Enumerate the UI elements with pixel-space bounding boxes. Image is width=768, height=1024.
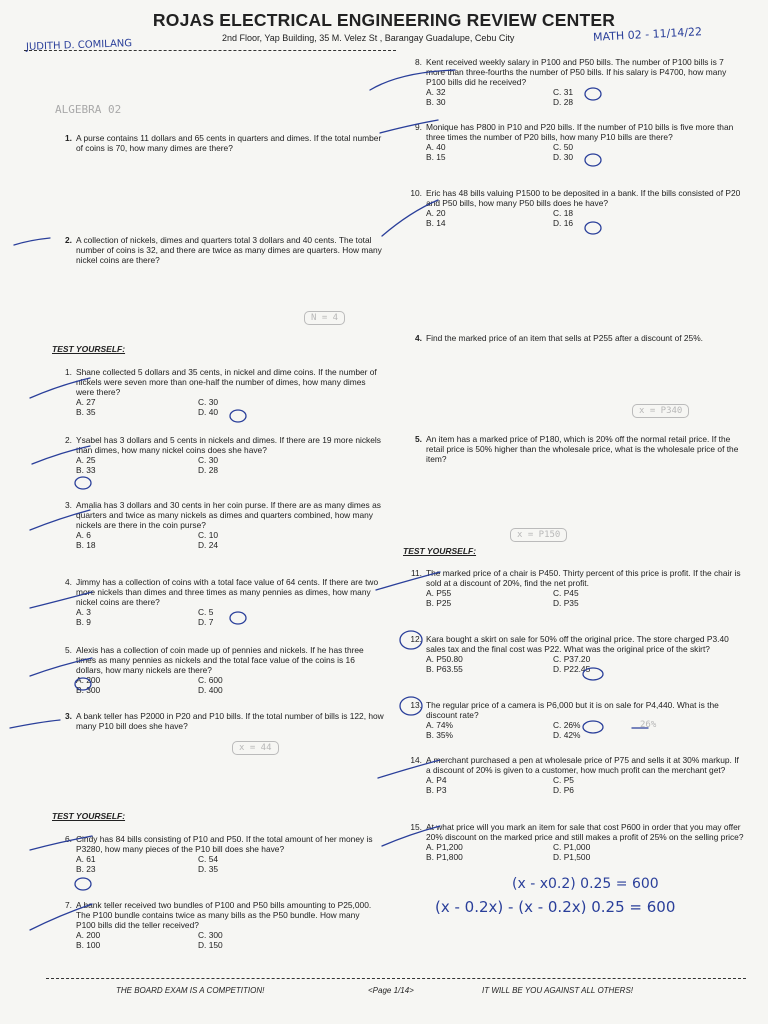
question-block-left-7: 5. Alexis has a collection of coin made up of pennies and nickels. If he has three times as many pennies as nickels and the total face value of the coins is 16 dollars, how many nickels are there? A. 200 C. 600 B. 300 D. 400 bbox=[65, 645, 364, 695]
test-yourself-heading-2: TEST YOURSELF: bbox=[52, 811, 126, 821]
question-block-right-10: 15. At what price will you mark an item for sale that cost P600 in order that you may offer 20% discount on the marked price and still makes a profit of 25% on the selling price? A. P1,200 C. P1,000 B. P1,800 D. P1,500 bbox=[410, 822, 744, 862]
question-block-right-9: 14. A merchant purchased a pen at wholesale price of P75 and sells it at 30% markup. If a discount of 20% is given to a customer, how much profit can the merchant get? A. P4 C. P5 B. P3 D. P6 bbox=[410, 755, 739, 795]
question-block-right-4: 4. Find the marked price of an item that sells at P255 after a discount of 25%. bbox=[415, 333, 703, 343]
question-block-left-9: 6. Cindy has 84 bills consisting of P10 and P50. If the total amount of her money is P3280, how many pieces of the P10 bill does she have? A. 61 C. 54 B. 23 D. 35 bbox=[65, 834, 373, 874]
question-block-right-7: 12. Kara bought a skirt on sale for 50% off the original price. The store charged P3.40 sales tax and the final cost was P22. What was the original price of the skirt? A. P50.80 C. P37.20 B. P63.55 D. P22.45 bbox=[410, 634, 729, 674]
question-block-left-10: 7. A bank teller received two bundles of P100 and P50 bills amounting to P25,000. The P100 bundle contains twice as many bills as the P50 bundle. How many P100 bills did the teller received? A. 200 C. 300 B. 100 D. 150 bbox=[65, 900, 372, 950]
question-block-right-8: 13. The regular price of a camera is P6,000 but it is on sale for P4,440. What is the discount rate? A. 74% C. 26% B. 35% D. 42% bbox=[410, 700, 719, 740]
ink-circle-left-9-b bbox=[75, 878, 91, 890]
question-block-left-5: 3. Amalia has 3 dollars and 30 cents in her coin purse. If there are as many dimes as quarters and twice as many nickels as dimes and quarters combined, how many nickels are there in the coin purse? A. 6 C. 10 B. 18 D. 24 bbox=[65, 500, 381, 550]
question-block-left-2: 2. A collection of nickels, dimes and quarters total 3 dollars and 40 cents. The total number of coins is 32, and there are twice as many dimes are quarters. How many nickel coins are there? bbox=[65, 235, 382, 265]
footer-divider bbox=[46, 978, 746, 979]
question-block-left-6: 4. Jimmy has a collection of coins with a total face value of 64 cents. If there are two more nickels than dimes and three times as many pennies as dimes, how many nickel coins are there? A. 3 C. 5 B. 9 D. 7 bbox=[65, 577, 379, 627]
center-address: 2nd Floor, Yap Building, 35 M. Velez St , Barangay Guadalupe, Cebu City bbox=[222, 33, 515, 43]
ink-stroke-left-9 bbox=[14, 238, 50, 245]
pencil-answer-box-right-2: x = P150 bbox=[510, 528, 567, 542]
handwritten-name: JUDITH D. COMILANG bbox=[25, 38, 133, 53]
question-block-right-5: 5. An item has a marked price of P180, which is 20% off the normal retail price. If the retail price is 50% higher than the wholesale price, what is the wholesale price of the item? bbox=[415, 434, 739, 464]
question-block-right-1: 8. Kent received weekly salary in P100 and P50 bills. The number of P100 bills is 7 more than three-fourths the number of P50 bills. If his salary is P4700, how many P100 bills did he received? A. 32 C. 31 B. 30 D. 28 bbox=[415, 57, 727, 107]
handwritten-equation-1: (x - x0.2) 0.25 = 600 bbox=[512, 876, 659, 892]
question-block-left-3: 1. Shane collected 5 dollars and 35 cents, in nickel and dime coins. If the number of nickels were seven more than one-half the number of dimes, how many dimes were there? A. 27 C. 30 B. 35 D. 40 bbox=[65, 367, 377, 417]
handwritten-equation-2: (x - 0.2x) - (x - 0.2x) 0.25 = 600 bbox=[435, 898, 676, 916]
question-block-left-1: 1. A purse contains 11 dollars and 65 cents in quarters and dimes. If the total number of coins is 70, how many dimes are there? bbox=[65, 133, 382, 153]
ink-stroke-left-8 bbox=[10, 720, 60, 728]
question-block-left-8: 3. A bank teller has P2000 in P20 and P10 bills. If the total number of bills is 122, how many P10 bill does she have? bbox=[65, 711, 384, 731]
handwritten-subject: MATH 02 - 11/14/22 bbox=[592, 25, 703, 44]
footer-left-motto: THE BOARD EXAM IS A COMPETITION! bbox=[116, 986, 265, 995]
question-block-left-4: 2. Ysabel has 3 dollars and 5 cents in nickels and dimes. If there are 19 more nickels than dimes, how many nickel coins does she have? A. 25 C. 30 B. 33 D. 28 bbox=[65, 435, 381, 475]
test-yourself-heading-1: TEST YOURSELF: bbox=[52, 344, 126, 354]
pencil-answer-box-left: x = 44 bbox=[232, 741, 279, 755]
center-title: ROJAS ELECTRICAL ENGINEERING REVIEW CENTER bbox=[152, 10, 616, 30]
question-block-right-3: 10. Eric has 48 bills valuing P1500 to be deposited in a bank. If the bills consisted of P20 and P50 bills, how many P50 bills does he have? A. 20 C. 18 B. 14 D. 16 bbox=[410, 188, 741, 228]
question-block-right-6: 11. The marked price of a chair is P450. Thirty percent of this price is profit. If the chair is sold at a discount of 20%, find the net profit. A. P55 C. P45 B. P25 D. P35 bbox=[410, 568, 741, 608]
footer-page-number: <Page 1/14> bbox=[368, 986, 414, 995]
footer-right-motto: IT WILL BE YOU AGAINST ALL OTHERS! bbox=[482, 986, 634, 995]
ink-circle-left-2-b bbox=[75, 477, 91, 489]
handwritten-topic: ALGEBRA 02 bbox=[55, 103, 122, 116]
pencil-note-q13: 26% bbox=[640, 720, 657, 730]
question-block-right-2: 9. Monique has P800 in P10 and P20 bills. If the number of P10 bills is five more than three times the number of P20 bills, how many P10 bills are there? A. 40 C. 50 B. 15 D. 30 bbox=[415, 122, 734, 162]
test-yourself-heading-3: TEST YOURSELF: bbox=[403, 546, 477, 556]
pencil-answer-box-left-2: N = 4 bbox=[304, 311, 345, 325]
pencil-answer-box-right: x = P340 bbox=[632, 404, 689, 418]
